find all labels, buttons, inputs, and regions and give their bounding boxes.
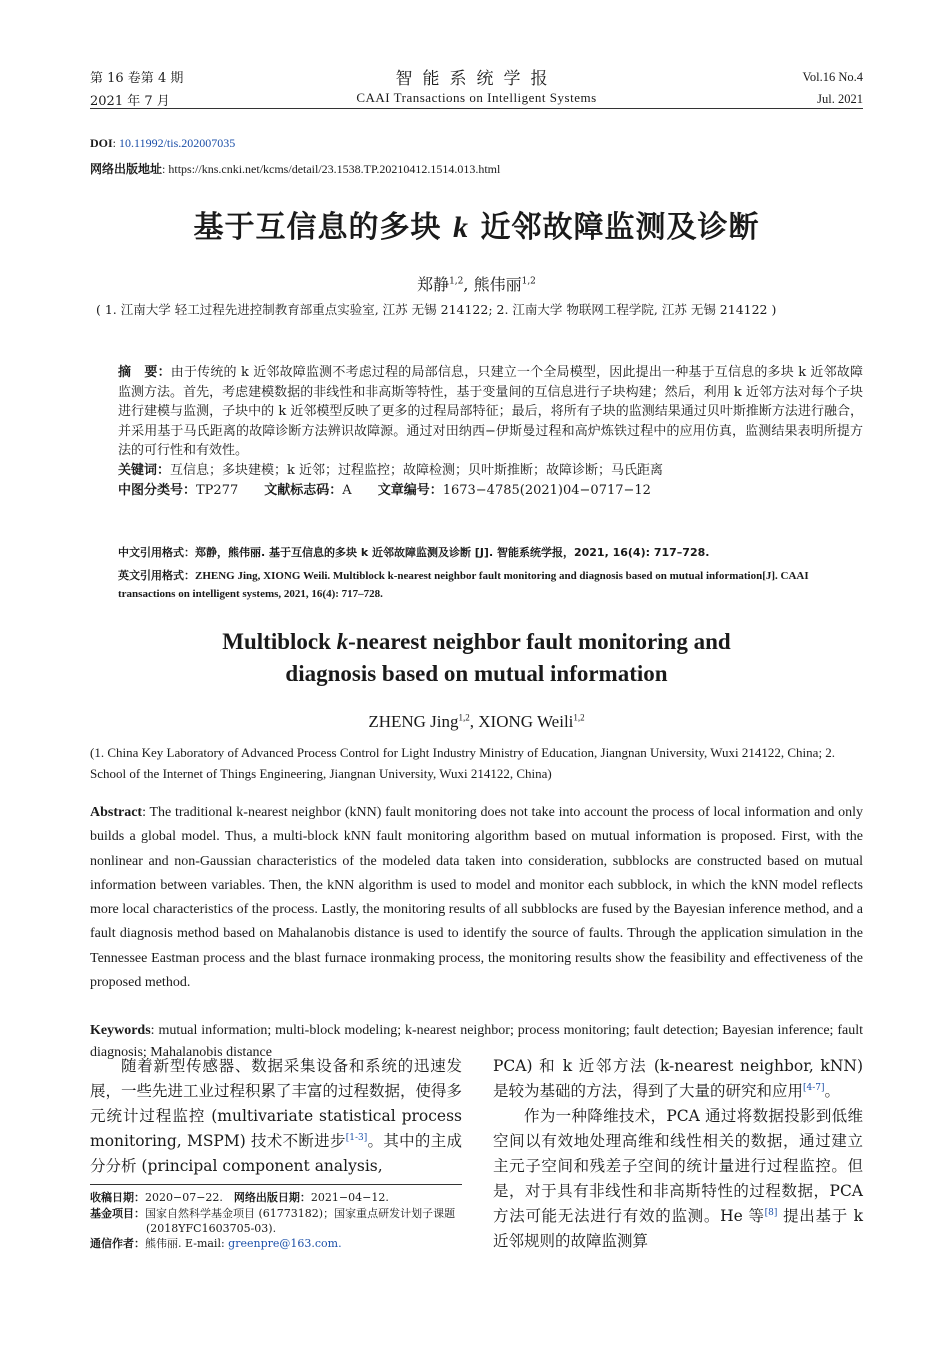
keywords-cn: 关键词：互信息；多块建模；k 近邻；过程监控；故障检测；贝叶斯推断；故障诊断；马氏距离: [118, 462, 664, 478]
affiliation-en: (1. China Key Laboratory of Advanced Process Control for Light Industry Ministry of Education, Jiangnan University, Wuxi 214122, China; 2. School of the Internet of Things Engineering, Jiangnan University, Wuxi 214122, China): [90, 745, 836, 781]
citation-ref[interactable]: [1-3]: [345, 1132, 368, 1143]
footnote-funding: 基金项目：国家自然科学基金项目 (61773182)；国家重点研发计划子课题 (2018YFC1603705-03).: [90, 1207, 456, 1235]
header-rule: [90, 108, 863, 109]
header-date-en: Jul. 2021: [817, 92, 863, 106]
doi-link[interactable]: 10.11992/tis.202007035: [119, 136, 236, 150]
abstract-cn-body: 摘 要：由于传统的 k 近邻故障监测不考虑过程的局部信息，只建立一个全局模型，因此提出一种基于互信息的多块 k 近邻故障监测方法。首先，考虑建模数据的非线性和非高斯等特性，基于变量间的互信息进行子块构建；然后，利用 k 近邻方法对每个子块进行建模与监测，子块中的 k 近邻模型反映了更多的过程局部特征；最后，将所有子块的监测结果通过贝叶斯推断方法进行融合，并采用基于马氏距离的故障诊断方法辨识故障源。通过对田纳西−伊斯曼过程和高炉炼铁过程中的应用仿真，监测结果表明所提方法的可行性和有效性。: [118, 365, 863, 459]
classification-line: 中图分类号：TP277 文献标志码：A 文章编号：1673−4785(2021)04−0717−12: [118, 482, 651, 498]
body-paragraph: 随着新型传感器、数据采集设备和系统的迅速发展，一些先进工业过程积累了丰富的过程数据，使得多元统计过程监控 (multivariate statistical process monitoring, MSPM) 技术不断进步[1-3]。其中的主成分分析 (principal component analysis,: [90, 1057, 463, 1175]
header-volume-cn: 第 16 卷第 4 期: [90, 71, 184, 86]
keywords-cn-label: 关键词：: [118, 462, 171, 478]
abstract-cn: [118, 363, 863, 500]
header-journal-en: CAAI Transactions on Intelligent Systems: [356, 90, 597, 105]
online-address-line: 网络出版地址: https://kns.cnki.net/kcms/detail/23.1538.TP.20210412.1514.013.html: [90, 162, 501, 176]
body-column-left: [90, 1054, 462, 1179]
doi-label: DOI: [90, 136, 113, 150]
online-address-url[interactable]: https://kns.cnki.net/kcms/detail/23.1538.TP.20210412.1514.013.html: [168, 162, 501, 176]
citation-ref[interactable]: [8]: [764, 1207, 778, 1218]
header-volume-en: Vol.16 No.4: [802, 70, 863, 84]
authors-cn: 郑静$^{1,2}$, 熊伟丽$^{1,2}$: [417, 275, 536, 294]
header-journal-cn: 智能系统学报: [395, 69, 558, 89]
body-paragraph: 作为一种降维技术，PCA 通过将数据投影到低维空间以有效地处理高维和线性相关的数据，通过建立主元子空间和残差子空间的统计量进行过程监控。但是，对于具有非线性和非高斯特性的过程数据，PCA 方法可能无法进行有效的监测。He 等[8] 提出基于 k 近邻规则的故障监测算: [493, 1107, 863, 1250]
body-paragraph: PCA) 和 k 近邻方法 (k-nearest neighbor, kNN) 是较为基础的方法，得到了大量的研究和应用[4-7]。: [493, 1057, 863, 1100]
header-date-cn: 2021 年 7 月: [90, 94, 170, 109]
body-column-right: [493, 1054, 863, 1254]
authors-en: ZHENG Jing$^{1,2}$, XIONG Weili$^{1,2}$: [368, 712, 585, 731]
doi-line: DOI: 10.11992/tis.202007035: [90, 136, 236, 150]
abstract-en: Abstract: The traditional k-nearest neighbor (kNN) fault monitoring does not take into account the process of local information and only builds a global model. Thus, a multi-block kNN fault monitoring algorithm based on mutual information is proposed. First, with the nonlinear and non-Gaussian characteristics of the modeled data taken into consideration, subblocks are constructed based on mutual information between variables. Then, the kNN algorithm is used to model and monitor each subblock, in which the kNN model reflects more local characteristics of the process. Lastly, the monitoring results of all subblocks are fused by the Bayesian inference method, and a fault diagnosis method based on Mahalanobis distance is used to identify the source of faults. Through the application simulation in the Tennessee Eastman process and the blast furnace ironmaking process, the monitoring results show the feasibility and effectiveness of the proposed method.: [90, 805, 863, 991]
citation-cn: 中文引用格式：郑静，熊伟丽. 基于互信息的多块 k 近邻故障监测及诊断 [J]. 智能系统学报，2021, 16(4): 717–728.: [118, 546, 710, 559]
online-address-label: 网络出版地址: [90, 162, 163, 176]
keywords-en-label: Keywords: [90, 1023, 151, 1038]
footnote-rule: [90, 1184, 462, 1185]
email-link[interactable]: greenpre@163.com.: [228, 1237, 342, 1250]
footnote-corresponding: 通信作者：熊伟丽. E-mail: greenpre@163.com.: [90, 1237, 342, 1250]
affiliation-cn: ( 1. 江南大学 轻工过程先进控制教育部重点实验室, 江苏 无锡 214122; 2. 江南大学 物联网工程学院, 江苏 无锡 214122 ): [96, 302, 777, 317]
abstract-cn-label: 摘 要：: [118, 365, 171, 380]
title-en: Multiblock k-nearest neighbor fault monitoring and diagnosis based on mutual information: [222, 629, 731, 686]
citation-ref[interactable]: [4-7]: [803, 1082, 825, 1093]
keywords-en: Keywords: mutual information; multi-block modeling; k-nearest neighbor; process monitoring; fault detection; Bayesian inference; fault diagnosis; Mahalanobis distance: [90, 1023, 863, 1060]
footnote-dates: 收稿日期：2020−07−22. 网络出版日期：2021−04−12.: [90, 1191, 389, 1204]
abstract-en-label: Abstract: [90, 805, 143, 820]
title-cn: 基于互信息的多块 k 近邻故障监测及诊断: [193, 210, 760, 245]
citation-en: 英文引用格式：ZHENG Jing, XIONG Weili. Multiblock k-nearest neighbor fault monitoring and diagnosis based on mutual information[J]. CAAI transactions on intelligent systems, 2021, 16(4): 717–728.: [118, 569, 809, 600]
